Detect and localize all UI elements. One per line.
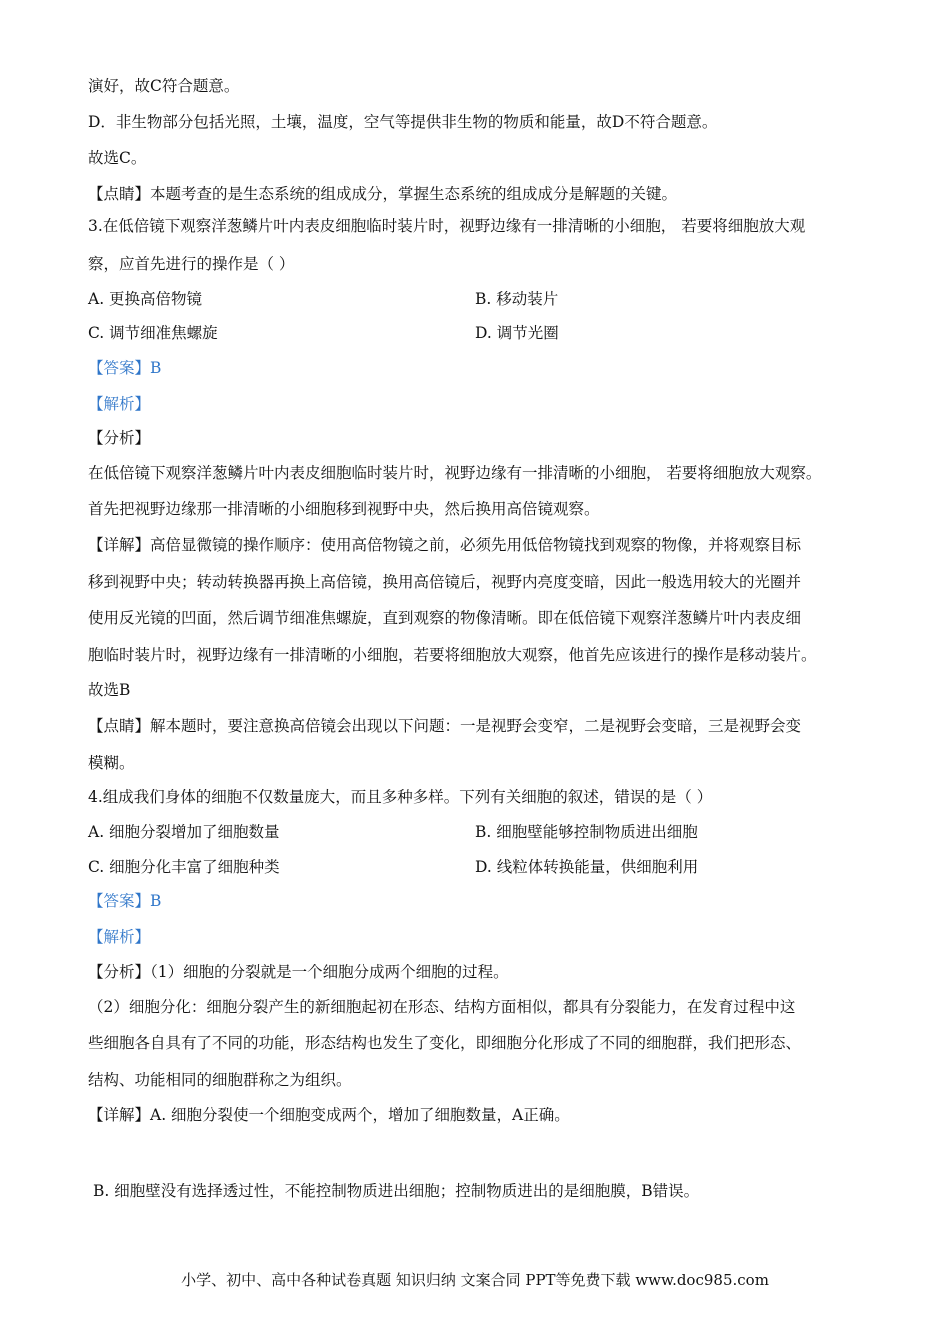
q4-detail-a: 【详解】A. 细胞分裂使一个细胞变成两个，增加了细胞数量，A正确。 [88, 1106, 570, 1124]
question-4-stem: 4.组成我们身体的细胞不仅数量庞大，而且多种多样。下列有关细胞的叙述，错误的是（ ） [88, 788, 713, 806]
text-line: 胞临时装片时，视野边缘有一排清晰的小细胞，若要将细胞放大观察，他首先应该进行的操作是移动装片。 [88, 646, 817, 664]
q3-analysis-tag: 【解析】 [88, 395, 151, 413]
text-line: 故选B [88, 681, 131, 699]
question-3-stem: 3.在低倍镜下观察洋葱鳞片叶内表皮细胞临时装片时，视野边缘有一排清晰的小细胞， 若要将细胞放大观 [88, 217, 806, 235]
q3-option-a: A. 更换高倍物镜 [88, 290, 203, 308]
text-line: 故选C。 [88, 149, 147, 167]
q3-fenxi-tag: 【分析】 [88, 429, 151, 447]
q4-analysis-tag: 【解析】 [88, 928, 151, 946]
q4-fenxi: 【分析】（1）细胞的分裂就是一个细胞分成两个细胞的过程。 [88, 963, 509, 981]
text-line: 些细胞各自具有了不同的功能，形态结构也发生了变化，即细胞分化形成了不同的细胞群，我们把形态、 [88, 1034, 802, 1052]
text-line: （2）细胞分化：细胞分裂产生的新细胞起初在形态、结构方面相似，都具有分裂能力，在发育过程中这 [88, 998, 796, 1016]
text-line: 在低倍镜下观察洋葱鳞片叶内表皮细胞临时装片时，视野边缘有一排清晰的小细胞， 若要将细胞放大观察。 [88, 464, 822, 482]
q4-option-b: B. 细胞壁能够控制物质进出细胞 [475, 823, 698, 841]
text-line: 模糊。 [88, 754, 135, 772]
text-line: 首先把视野边缘那一排清晰的小细胞移到视野中央，然后换用高倍镜观察。 [88, 500, 600, 518]
q4-option-d: D. 线粒体转换能量，供细胞利用 [475, 858, 699, 876]
q4-option-c: C. 细胞分化丰富了细胞种类 [88, 858, 280, 876]
q3-dianjing: 【点睛】解本题时，要注意换高倍镜会出现以下问题：一是视野会变窄，二是视野会变暗，三是视野会变 [88, 717, 802, 735]
text-line: 结构、功能相同的细胞群称之为组织。 [88, 1071, 352, 1089]
q4-detail-b: B. 细胞壁没有选择透过性，不能控制物质进出细胞；控制物质进出的是细胞膜，B错误。 [93, 1182, 700, 1200]
text-line: 使用反光镜的凹面，然后调节细准焦螺旋，直到观察的物像清晰。即在低倍镜下观察洋葱鳞片叶内表皮细 [88, 609, 802, 627]
q3-option-b: B. 移动装片 [475, 290, 559, 308]
q4-option-a: A. 细胞分裂增加了细胞数量 [88, 823, 280, 841]
q3-answer: 【答案】B [88, 359, 162, 377]
q3-detail: 【详解】高倍显微镜的操作顺序：使用高倍物镜之前，必须先用低倍物镜找到观察的物像，并将观察目标 [88, 536, 802, 554]
question-3-stem-cont: 察，应首先进行的操作是（ ） [88, 255, 295, 273]
text-line: 演好，故C符合题意。 [88, 77, 240, 95]
text-line: 移到视野中央；转动转换器再换上高倍镜，换用高倍镜后，视野内亮度变暗，因此一般选用较大的光圈并 [88, 573, 802, 591]
page-footer: 小学、初中、高中各种试卷真题 知识归纳 文案合同 PPT等免费下载 www.doc985.com [181, 1271, 769, 1289]
q4-answer: 【答案】B [88, 892, 162, 910]
q3-option-c: C. 调节细准焦螺旋 [88, 324, 218, 342]
q3-option-d: D. 调节光圈 [475, 324, 559, 342]
text-line: D．非生物部分包括光照，土壤，温度，空气等提供非生物的物质和能量，故D不符合题意。 [88, 113, 718, 131]
text-line: 【点睛】本题考查的是生态系统的组成成分，掌握生态系统的组成成分是解题的关键。 [88, 185, 678, 203]
